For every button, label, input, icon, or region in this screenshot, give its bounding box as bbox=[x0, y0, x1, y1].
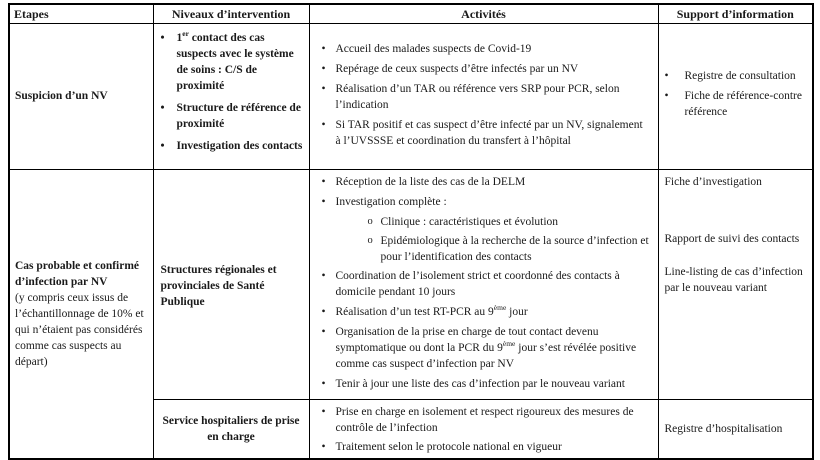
niveau-item-text: • 1er contact des cas suspects avec le système de soins : C/S de proximité bbox=[176, 28, 294, 92]
list-item bbox=[322, 194, 650, 210]
niveau-item-text: • Structure de référence de proximité bbox=[176, 101, 301, 130]
niveau-item-text: • Investigation des contacts bbox=[176, 139, 303, 152]
col-header-etapes: Etapes bbox=[9, 4, 153, 23]
activity-item-text: • Tenir à jour une liste des cas d’infection par le nouveau variant bbox=[335, 377, 625, 390]
activites-cell-hospital bbox=[309, 399, 658, 459]
support-item-text: • Fiche de référence-contre référence bbox=[684, 90, 802, 118]
table-header-row bbox=[9, 4, 813, 23]
activites-cell-regional bbox=[309, 169, 658, 399]
list-item bbox=[322, 324, 650, 372]
support-item-text: Registre d’hospitalisation bbox=[664, 422, 783, 435]
niveau-label: Service hospitaliers de prise en charge bbox=[162, 414, 300, 443]
activity-item-text: • Prise en charge en isolement et respect rigoureux des mesures de contrôle de l’infection bbox=[335, 405, 634, 434]
etape-label: Suspicion d’un NV bbox=[15, 90, 108, 102]
sub-list-item bbox=[368, 214, 650, 230]
etape-note: (y compris ceux issus de l’échantillonnage de 10% et qui n’étaient pas considérés comme cas suspects au départ) bbox=[15, 291, 144, 368]
list-item bbox=[322, 61, 650, 77]
support-item-text: Line-listing de cas d’infection par le nouveau variant bbox=[664, 265, 803, 294]
superscript: er bbox=[182, 28, 189, 38]
activity-subitem-text: o Epidémiologique à la recherche de la source d’infection et pour l’identification des contacts bbox=[380, 234, 649, 263]
row-suspicion-nv bbox=[9, 23, 813, 169]
niveaux-cell-row1 bbox=[153, 23, 309, 169]
list-item bbox=[322, 81, 650, 113]
list-item bbox=[322, 376, 650, 392]
activity-item-text: • Investigation complète : bbox=[335, 195, 447, 208]
list-item bbox=[322, 268, 650, 300]
activity-item-text: • Traitement selon le protocole national en vigueur bbox=[335, 440, 562, 453]
list-item bbox=[322, 404, 650, 436]
activity-item-text: • Réception de la liste des cas de la DELM bbox=[335, 175, 526, 188]
support-item-text: Rapport de suivi des contacts bbox=[664, 232, 800, 245]
support-cell-hospital bbox=[658, 399, 813, 459]
activites-cell-row1 bbox=[309, 23, 658, 169]
activity-item-text: • Réalisation d’un test RT-PCR au 9ème jour bbox=[335, 302, 528, 318]
list-item bbox=[161, 138, 305, 154]
activity-item-text: • Organisation de la prise en charge de tout contact devenu symptomatique ou dont la PCR du 9ème jour s’est révélée positive comme cas suspect d’infection par NV bbox=[335, 325, 637, 370]
col-header-niveaux: Niveaux d’intervention bbox=[153, 4, 309, 23]
etape-cell-suspicion bbox=[9, 23, 153, 169]
list-item bbox=[665, 68, 809, 84]
list-item bbox=[161, 30, 305, 94]
etape-cell-cas-probable bbox=[9, 169, 153, 459]
superscript: ème bbox=[493, 302, 507, 312]
list-item bbox=[322, 174, 650, 190]
list-item bbox=[322, 304, 650, 320]
support-cell-regional bbox=[658, 169, 813, 399]
activity-subitem-text: o Clinique : caractéristiques et évolution bbox=[380, 215, 559, 228]
list-item bbox=[322, 41, 650, 57]
activity-item-text: • Coordination de l’isolement strict et coordonné des contacts à domicile pendant 10 jours bbox=[335, 269, 620, 298]
niveaux-cell-hospital bbox=[153, 399, 309, 459]
support-item-text: Fiche d’investigation bbox=[664, 175, 762, 188]
intervention-procedure-table bbox=[8, 3, 814, 460]
col-header-activites: Activités bbox=[309, 4, 658, 23]
niveau-label: Structures régionales et provinciales de Santé Publique bbox=[160, 264, 277, 308]
sub-list-item bbox=[368, 233, 650, 265]
activity-item-text: • Repérage de ceux suspects d’être infectés par un NV bbox=[335, 62, 579, 75]
col-header-support: Support d’information bbox=[658, 4, 813, 23]
activity-item-text: • Si TAR positif et cas suspect d’être infecté par un NV, signalement à l’UVSSSE et coordination du transfert à l’hôpital bbox=[335, 118, 643, 147]
niveaux-cell-regional bbox=[153, 169, 309, 399]
activity-item-text: • Accueil des malades suspects de Covid-19 bbox=[335, 42, 532, 55]
etape-title: Cas probable et confirmé d’infection par NV bbox=[15, 259, 140, 288]
list-item bbox=[322, 439, 650, 455]
superscript: ème bbox=[502, 338, 516, 348]
support-item-text: • Registre de consultation bbox=[684, 70, 796, 82]
support-cell-row1 bbox=[658, 23, 813, 169]
list-item bbox=[322, 117, 650, 149]
activity-item-text: • Réalisation d’un TAR ou référence vers SRP pour PCR, selon l’indication bbox=[335, 82, 620, 111]
list-item bbox=[161, 100, 305, 132]
row-cas-probable-regional bbox=[9, 169, 813, 399]
list-item bbox=[665, 88, 809, 120]
